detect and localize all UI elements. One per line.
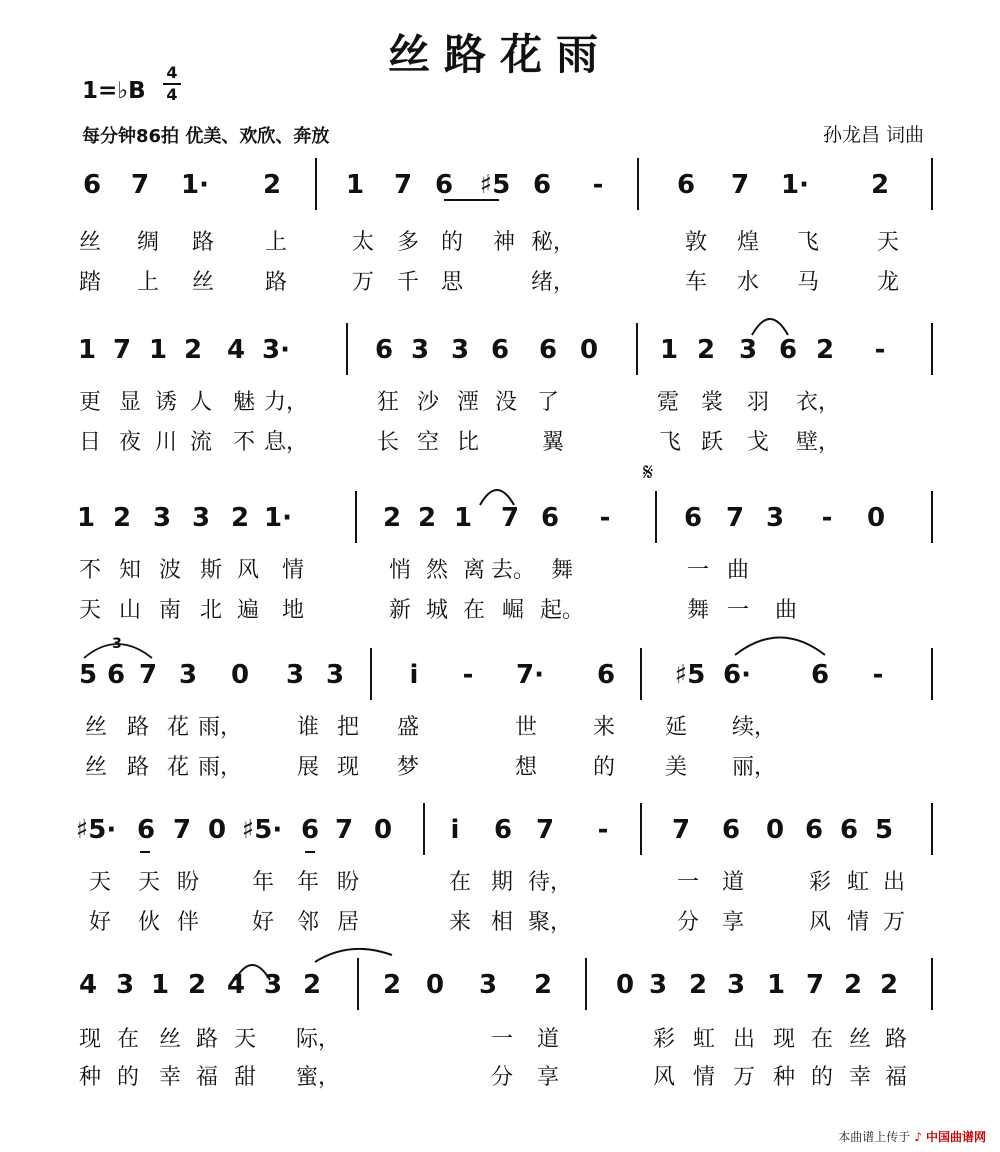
- jianpu-note: 1·: [781, 170, 809, 200]
- jianpu-note: 7: [130, 170, 150, 200]
- lyric-verse-2: 想: [514, 755, 538, 780]
- lyric-verse-1: 盛: [396, 715, 420, 740]
- lyric-verse-1: 雨，: [197, 715, 243, 740]
- barline: [636, 323, 638, 375]
- jianpu-note: 0: [866, 503, 886, 533]
- jianpu-note: 3: [115, 970, 135, 1000]
- composer-credit: 孙龙昌 词曲: [822, 124, 924, 146]
- jianpu-note: 7: [334, 815, 354, 845]
- lyric-verse-1: 盼: [176, 870, 200, 895]
- barline: [640, 648, 642, 700]
- lyric-verse-2: 马: [796, 270, 820, 295]
- jianpu-note: -: [872, 660, 884, 690]
- lyric-verse-1: 在: [448, 870, 472, 895]
- lyric-verse-1: 天: [137, 870, 161, 895]
- barline: [931, 803, 933, 855]
- lyric-verse-1: 路: [884, 1027, 908, 1052]
- jianpu-note: 1·: [264, 503, 292, 533]
- lyric-verse-2: 戈: [746, 430, 770, 455]
- lyric-verse-2: 享: [536, 1065, 560, 1090]
- lyric-verse-2: 跃: [700, 430, 724, 455]
- lyric-verse-1: 霓: [656, 390, 680, 415]
- lyric-verse-1: 绸: [136, 230, 160, 255]
- lyric-verse-1: 路: [191, 230, 215, 255]
- lyric-verse-2: 水: [736, 270, 760, 295]
- lyric-verse-1: 衣，: [795, 390, 841, 415]
- lyric-verse-2: 川: [154, 430, 178, 455]
- lyric-verse-2: 比: [456, 430, 480, 455]
- lyric-verse-2: 分: [676, 910, 700, 935]
- jianpu-note: ♯5: [479, 170, 511, 200]
- barline: [585, 958, 587, 1010]
- lyric-verse-1: 羽: [746, 390, 770, 415]
- lyric-verse-1: 更: [78, 390, 102, 415]
- barline: [931, 491, 933, 543]
- jianpu-note: 1: [766, 970, 786, 1000]
- time-signature: [163, 64, 181, 104]
- lyric-verse-2: 丝: [191, 270, 215, 295]
- jianpu-note: 7: [112, 335, 132, 365]
- lyric-verse-2: 万: [732, 1065, 756, 1090]
- lyric-verse-1: 道: [721, 870, 745, 895]
- jianpu-note: 3: [152, 503, 172, 533]
- lyric-verse-2: 长: [376, 430, 400, 455]
- jianpu-note: -: [599, 503, 611, 533]
- lyric-verse-2: 夜: [118, 430, 142, 455]
- lyric-verse-1: 太: [351, 230, 375, 255]
- footer-text: 本曲谱上传于: [838, 1130, 911, 1144]
- jianpu-note: 6: [804, 815, 824, 845]
- jianpu-note: -: [462, 660, 474, 690]
- jianpu-note: 3: [263, 970, 283, 1000]
- jianpu-note: 6: [106, 660, 126, 690]
- lyric-verse-1: 曲: [726, 558, 750, 583]
- jianpu-note: 6: [596, 660, 616, 690]
- jianpu-note: ♯5: [674, 660, 706, 690]
- jianpu-note: 6: [810, 660, 830, 690]
- lyric-verse-1: 丝: [84, 715, 108, 740]
- lyric-verse-2: 龙: [876, 270, 900, 295]
- jianpu-note: 7: [671, 815, 691, 845]
- lyric-verse-2: 的: [116, 1065, 140, 1090]
- barline: [357, 958, 359, 1010]
- lyric-verse-2: 梦: [396, 755, 420, 780]
- jianpu-note: 3: [325, 660, 345, 690]
- lyric-verse-2: 上: [136, 270, 160, 295]
- lyric-verse-2: 美: [664, 755, 688, 780]
- lyric-verse-2: 风: [652, 1065, 676, 1090]
- jianpu-note: 2: [262, 170, 282, 200]
- lyric-verse-1: 不: [78, 558, 102, 583]
- jianpu-note: 6: [540, 503, 560, 533]
- jianpu-note: 1: [453, 503, 473, 533]
- jianpu-note: 7: [730, 170, 750, 200]
- jianpu-note: 6: [839, 815, 859, 845]
- lyric-verse-1: 的: [440, 230, 464, 255]
- jianpu-note: i: [409, 660, 419, 690]
- jianpu-note: 2: [112, 503, 132, 533]
- time-signature-bottom: 4: [166, 85, 178, 104]
- lyric-verse-1: 来: [592, 715, 616, 740]
- jianpu-note: 3: [450, 335, 470, 365]
- jianpu-note: 0: [615, 970, 635, 1000]
- lyric-verse-1: 出: [732, 1027, 756, 1052]
- lyric-verse-2: 雨，: [197, 755, 243, 780]
- lyric-verse-2: 风: [808, 910, 832, 935]
- lyric-verse-1: 悄: [388, 558, 412, 583]
- lyric-verse-2: 万: [882, 910, 906, 935]
- jianpu-note: -: [821, 503, 833, 533]
- barline: [346, 323, 348, 375]
- jianpu-note: 3·: [262, 335, 290, 365]
- lyric-verse-1: 世: [514, 715, 538, 740]
- jianpu-note: 2: [533, 970, 553, 1000]
- lyric-verse-2: 山: [118, 598, 142, 623]
- lyric-verse-2: 新: [388, 598, 412, 623]
- lyric-verse-1: 道: [536, 1027, 560, 1052]
- lyric-verse-2: 幸: [848, 1065, 872, 1090]
- lyric-verse-2: 花: [166, 755, 190, 780]
- lyric-verse-2: 居: [336, 910, 360, 935]
- lyric-verse-1: 谁: [296, 715, 320, 740]
- jianpu-note: 1: [77, 335, 97, 365]
- lyric-verse-2: 万: [351, 270, 375, 295]
- lyric-verse-1: 路: [126, 715, 150, 740]
- jianpu-note: 0: [230, 660, 250, 690]
- jianpu-note: 2: [879, 970, 899, 1000]
- lyric-verse-2: 分: [490, 1065, 514, 1090]
- lyric-verse-2: 遍: [236, 598, 260, 623]
- jianpu-note: ♯5·: [241, 815, 283, 845]
- lyric-verse-1: 把: [336, 715, 360, 740]
- lyric-verse-2: 种: [78, 1065, 102, 1090]
- lyric-verse-2: 幸: [158, 1065, 182, 1090]
- lyric-verse-2: 路: [126, 755, 150, 780]
- jianpu-note: 1: [76, 503, 96, 533]
- jianpu-note: 5: [78, 660, 98, 690]
- time-signature-top: 4: [166, 63, 178, 82]
- lyric-verse-1: 一: [490, 1027, 514, 1052]
- jianpu-note: 4: [226, 335, 246, 365]
- lyric-verse-2: 路: [264, 270, 288, 295]
- lyric-verse-2: 城: [425, 598, 449, 623]
- lyric-verse-1: 一: [676, 870, 700, 895]
- lyric-verse-2: 甜: [233, 1065, 257, 1090]
- lyric-verse-1: 多: [396, 230, 420, 255]
- lyric-verse-1: 显: [118, 390, 142, 415]
- lyric-verse-1: 了: [536, 390, 560, 415]
- lyric-verse-1: 敦: [684, 230, 708, 255]
- jianpu-note: 2: [382, 970, 402, 1000]
- jianpu-note: 5: [874, 815, 894, 845]
- lyric-verse-2: 南: [158, 598, 182, 623]
- barline: [655, 491, 657, 543]
- lyric-verse-2: 一: [726, 598, 750, 623]
- lyric-verse-1: 路: [195, 1027, 219, 1052]
- jianpu-note: i: [450, 815, 460, 845]
- jianpu-note: 2: [230, 503, 250, 533]
- jianpu-note: 2: [843, 970, 863, 1000]
- lyric-verse-1: 丝: [78, 230, 102, 255]
- lyric-verse-2: 地: [281, 598, 305, 623]
- key-signature: 1=♭B: [82, 78, 146, 104]
- lyric-verse-2: 福: [195, 1065, 219, 1090]
- lyric-verse-1: 彩: [808, 870, 832, 895]
- jianpu-note: 1·: [181, 170, 209, 200]
- lyric-verse-1: 彩: [652, 1027, 676, 1052]
- lyric-verse-1: 上: [264, 230, 288, 255]
- lyric-verse-1: 现: [772, 1027, 796, 1052]
- jianpu-note: 0: [765, 815, 785, 845]
- lyric-verse-1: 魅: [232, 390, 256, 415]
- jianpu-note: 7: [805, 970, 825, 1000]
- lyric-verse-2: 息，: [263, 430, 309, 455]
- jianpu-note: 6·: [723, 660, 751, 690]
- lyric-verse-1: 离: [462, 558, 486, 583]
- jianpu-note: 7: [393, 170, 413, 200]
- lyric-verse-1: 年: [296, 870, 320, 895]
- lyric-verse-2: 思: [440, 270, 464, 295]
- barline: [931, 323, 933, 375]
- jianpu-note: 3: [178, 660, 198, 690]
- jianpu-note: 7: [725, 503, 745, 533]
- lyric-verse-2: 展: [296, 755, 320, 780]
- lyric-verse-2: 来: [448, 910, 472, 935]
- lyric-verse-2: 种: [772, 1065, 796, 1090]
- lyric-verse-2: 日: [78, 430, 102, 455]
- jianpu-note: 1: [659, 335, 679, 365]
- lyric-verse-2: 天: [78, 598, 102, 623]
- lyric-verse-2: 空: [416, 430, 440, 455]
- lyric-verse-1: 知: [118, 558, 142, 583]
- triplet-marker: 3: [112, 636, 122, 652]
- jianpu-note: 2: [417, 503, 437, 533]
- jianpu-note: 2: [187, 970, 207, 1000]
- jianpu-note: 0: [425, 970, 445, 1000]
- barline: [637, 158, 639, 210]
- lyric-verse-1: 神: [492, 230, 516, 255]
- lyric-verse-1: 延: [664, 715, 688, 740]
- lyric-verse-2: 好: [251, 910, 275, 935]
- lyric-verse-1: 在: [116, 1027, 140, 1052]
- jianpu-note: ♯5·: [75, 815, 117, 845]
- lyric-verse-1: 裳: [700, 390, 724, 415]
- segno-icon: 𝄋: [643, 458, 654, 486]
- lyric-verse-2: 曲: [774, 598, 798, 623]
- jianpu-note: 2: [688, 970, 708, 1000]
- jianpu-note: 6: [374, 335, 394, 365]
- lyric-verse-1: 丝: [158, 1027, 182, 1052]
- jianpu-note: 6: [538, 335, 558, 365]
- lyric-verse-1: 虹: [692, 1027, 716, 1052]
- lyric-verse-1: 盼: [336, 870, 360, 895]
- lyric-verse-2: 飞: [658, 430, 682, 455]
- lyric-verse-2: 丝: [84, 755, 108, 780]
- lyric-verse-2: 崛: [501, 598, 525, 623]
- lyric-verse-2: 的: [810, 1065, 834, 1090]
- lyric-verse-2: 舞: [686, 598, 710, 623]
- jianpu-note: 7: [138, 660, 158, 690]
- lyric-verse-1: 出: [882, 870, 906, 895]
- jianpu-note: 6: [82, 170, 102, 200]
- barline: [931, 648, 933, 700]
- lyric-verse-1: 年: [251, 870, 275, 895]
- jianpu-note: 0: [373, 815, 393, 845]
- jianpu-note: -: [597, 815, 609, 845]
- lyric-verse-2: 踏: [78, 270, 102, 295]
- lyric-verse-1: 丝: [848, 1027, 872, 1052]
- lyric-verse-1: 煌: [736, 230, 760, 255]
- jianpu-note: 2: [815, 335, 835, 365]
- lyric-verse-2: 好: [88, 910, 112, 935]
- lyric-verse-1: 在: [810, 1027, 834, 1052]
- lyric-verse-1: 现: [78, 1027, 102, 1052]
- lyric-verse-1: 舞: [550, 558, 574, 583]
- lyric-verse-2: 不: [232, 430, 256, 455]
- lyric-verse-2: 伴: [176, 910, 200, 935]
- lyric-verse-1: 期: [490, 870, 514, 895]
- jianpu-note: 0: [579, 335, 599, 365]
- barline: [423, 803, 425, 855]
- jianpu-note: 2: [696, 335, 716, 365]
- jianpu-note: 4: [78, 970, 98, 1000]
- jianpu-note: 6: [136, 815, 156, 845]
- barline: [640, 803, 642, 855]
- jianpu-note: 4: [226, 970, 246, 1000]
- lyric-verse-1: 波: [158, 558, 182, 583]
- lyric-verse-1: 天: [88, 870, 112, 895]
- jianpu-note: 6: [532, 170, 552, 200]
- jianpu-note: 7·: [516, 660, 544, 690]
- barline: [931, 158, 933, 210]
- lyric-verse-1: 虹: [846, 870, 870, 895]
- jianpu-note: 3: [648, 970, 668, 1000]
- jianpu-note: 7: [535, 815, 555, 845]
- lyric-verse-1: 续，: [731, 715, 777, 740]
- lyric-verse-1: 沙: [416, 390, 440, 415]
- tempo-marking: 每分钟86拍 优美、欢欣、奔放: [82, 126, 330, 147]
- music-note-icon: ♪: [914, 1129, 922, 1144]
- lyric-verse-1: 飞: [796, 230, 820, 255]
- lyric-verse-2: 情: [846, 910, 870, 935]
- barline: [370, 648, 372, 700]
- jianpu-note: 3: [765, 503, 785, 533]
- lyric-verse-1: 然: [425, 558, 449, 583]
- lyric-verse-1: 一: [686, 558, 710, 583]
- jianpu-note: -: [592, 170, 604, 200]
- jianpu-note: 7: [172, 815, 192, 845]
- lyric-verse-1: 诱: [154, 390, 178, 415]
- footer-site-name: 中国曲谱网: [925, 1130, 986, 1144]
- lyric-verse-2: 壁，: [795, 430, 841, 455]
- lyric-verse-2: 千: [396, 270, 420, 295]
- lyric-verse-1: 狂: [376, 390, 400, 415]
- lyric-verse-1: 花: [166, 715, 190, 740]
- lyric-verse-2: 现: [336, 755, 360, 780]
- lyric-verse-1: 天: [233, 1027, 257, 1052]
- jianpu-note: 3: [410, 335, 430, 365]
- jianpu-note: 2: [870, 170, 890, 200]
- jianpu-note: 2: [302, 970, 322, 1000]
- jianpu-note: 0: [207, 815, 227, 845]
- lyric-verse-1: 去。: [490, 558, 536, 583]
- footer-credit: [838, 1128, 986, 1145]
- jianpu-note: 6: [434, 170, 454, 200]
- jianpu-note: 6: [676, 170, 696, 200]
- lyric-verse-2: 蜜，: [295, 1065, 341, 1090]
- jianpu-note: 6: [300, 815, 320, 845]
- jianpu-note: 7: [500, 503, 520, 533]
- lyric-verse-1: 情: [281, 558, 305, 583]
- lyric-verse-2: 享: [721, 910, 745, 935]
- jianpu-note: 2: [183, 335, 203, 365]
- lyric-verse-2: 北: [199, 598, 223, 623]
- lyric-verse-2: 福: [884, 1065, 908, 1090]
- lyric-verse-1: 人: [189, 390, 213, 415]
- jianpu-note: 1: [150, 970, 170, 1000]
- lyric-verse-2: 的: [592, 755, 616, 780]
- lyric-verse-1: 湮: [456, 390, 480, 415]
- lyric-verse-1: 际，: [295, 1027, 341, 1052]
- lyric-verse-2: 车: [684, 270, 708, 295]
- lyric-verse-1: 待，: [527, 870, 573, 895]
- jianpu-note: 6: [721, 815, 741, 845]
- jianpu-note: -: [874, 335, 886, 365]
- lyric-verse-2: 相: [490, 910, 514, 935]
- jianpu-note: 3: [726, 970, 746, 1000]
- lyric-verse-1: 风: [236, 558, 260, 583]
- jianpu-note: 3: [191, 503, 211, 533]
- lyric-verse-2: 聚，: [527, 910, 573, 935]
- lyric-verse-1: 秘，: [530, 230, 576, 255]
- lyric-verse-2: 伙: [137, 910, 161, 935]
- barline: [315, 158, 317, 210]
- lyric-verse-2: 起。: [539, 598, 585, 623]
- barline: [931, 958, 933, 1010]
- lyric-verse-2: 翼: [541, 430, 565, 455]
- song-title: 丝路花雨: [387, 30, 612, 79]
- jianpu-note: 1: [345, 170, 365, 200]
- jianpu-note: 3: [738, 335, 758, 365]
- lyric-verse-1: 天: [876, 230, 900, 255]
- jianpu-note: 2: [382, 503, 402, 533]
- jianpu-note: 1: [148, 335, 168, 365]
- jianpu-note: 3: [285, 660, 305, 690]
- jianpu-note: 3: [478, 970, 498, 1000]
- lyric-verse-1: 没: [494, 390, 518, 415]
- jianpu-note: 6: [493, 815, 513, 845]
- lyric-verse-2: 流: [189, 430, 213, 455]
- lyric-verse-2: 丽，: [731, 755, 777, 780]
- lyric-verse-1: 力，: [263, 390, 309, 415]
- jianpu-note: 6: [778, 335, 798, 365]
- jianpu-note: 6: [490, 335, 510, 365]
- lyric-verse-1: 斯: [199, 558, 223, 583]
- barline: [355, 491, 357, 543]
- lyric-verse-2: 情: [692, 1065, 716, 1090]
- jianpu-note: 6: [683, 503, 703, 533]
- lyric-verse-2: 邻: [296, 910, 320, 935]
- lyric-verse-2: 在: [462, 598, 486, 623]
- lyric-verse-2: 绪，: [530, 270, 576, 295]
